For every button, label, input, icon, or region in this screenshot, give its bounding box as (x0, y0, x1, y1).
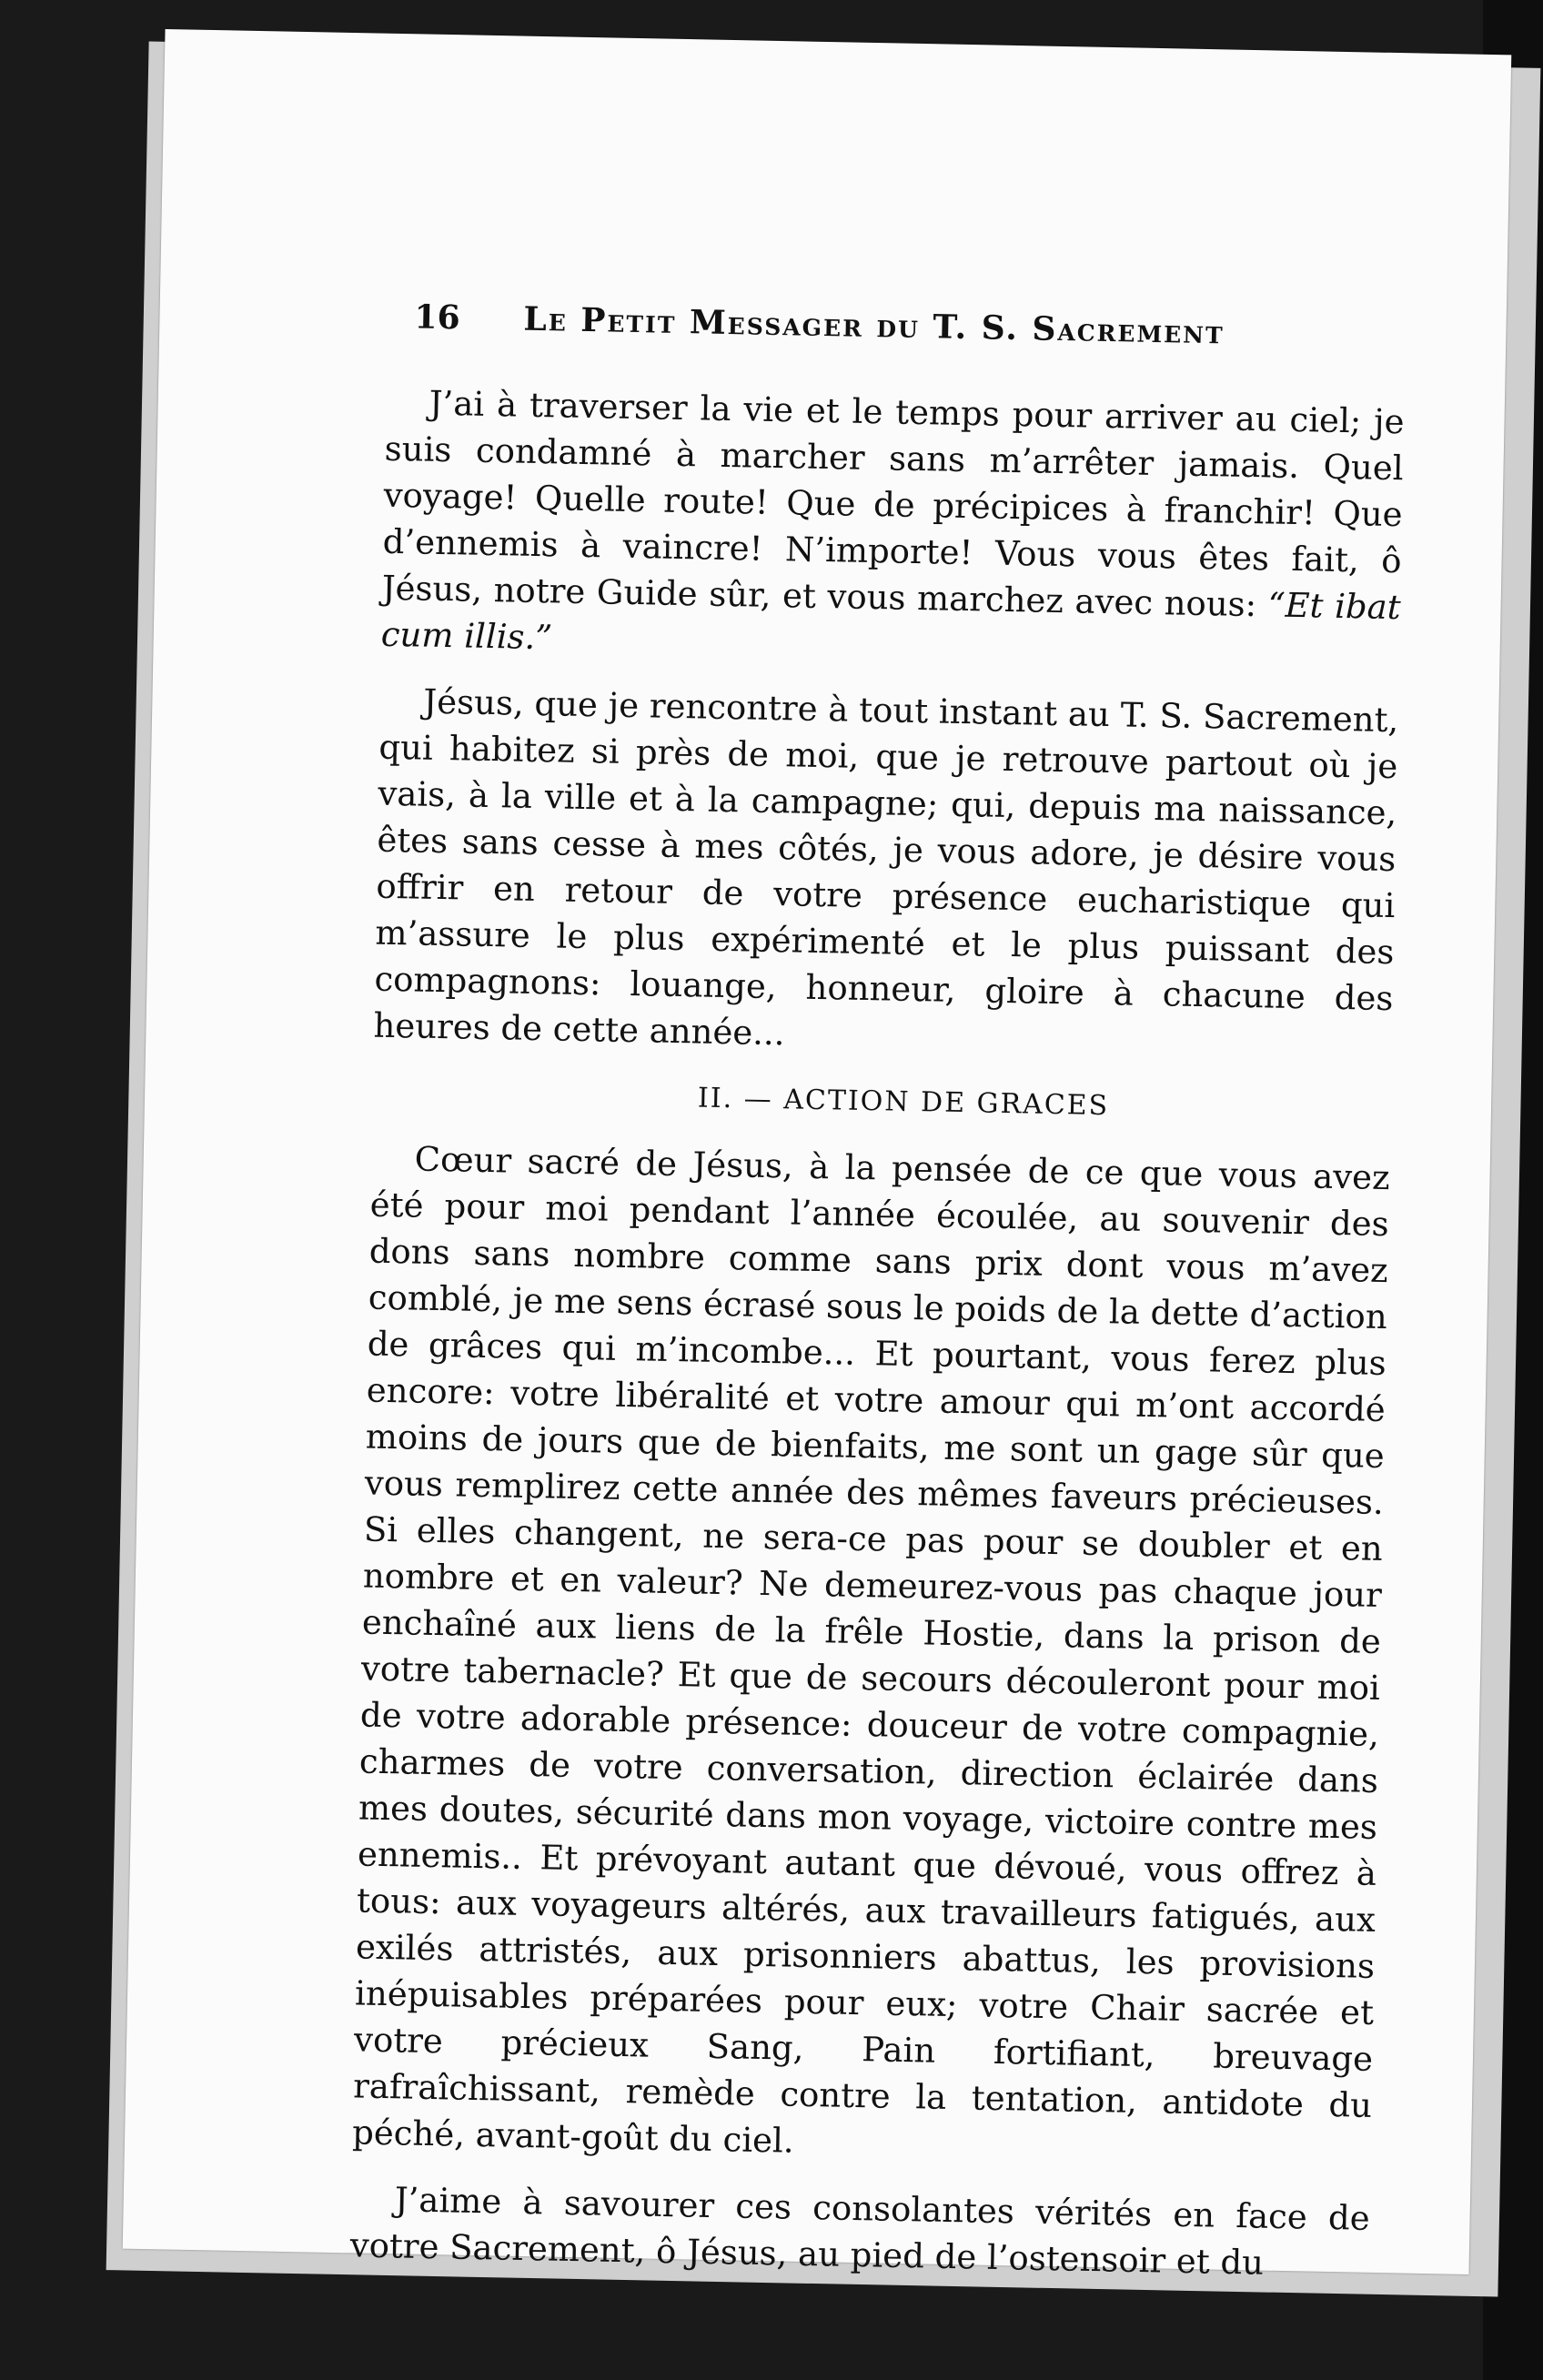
paragraph-3: Cœur sacré de Jésus, à la pensée de ce que vous avez été pour moi pendant l’année écoulée, au souvenir des dons sans nombre comme sans prix dont vous m’avez comblé, je me sens écrasé sous le poids de la dette d’action de grâces qui m’incombe... Et pourtant, vous ferez plus encore: votre libéralité et votre amour qui m’ont accordé moins de jours que de bienfaits, me sont un gage sûr que vous remplirez cette année des mêmes faveurs précieuses. Si elles changent, ne sera-ce pas pour se doubler et en nombre et en valeur? Ne demeurez-vous pas chaque jour enchaîné aux liens de la frêle Hostie, dans la prison de votre tabernacle? Et que de secours découleront pour moi de votre adorable présence: douceur de votre compagnie, charmes de votre conversation, direction éclairée dans mes doutes, sécurité dans mon voyage, victoire contre mes ennemis.. Et prévoyant autant que dévoué, vous offrez à tous: aux voyageurs altérés, aux travailleurs fatigués, aux exilés attristés, aux prisonniers abattus, les provisions inépuisables préparées pour eux; votre Chair sacrée et votre précieux Sang, Pain fortifiant, breuvage rafraîchissant, remède contre la tentation, antidote du péché, avant-goût du ciel. (351, 1139, 1390, 2161)
paragraph-1 (380, 379, 1405, 677)
paragraph-2: Jésus, que je rencontre à tout instant au T. S. Sacrement, qui habitez si près de moi, que je retrouve partout où je vais, à la ville et à la campagne; qui, depuis ma naissance, êtes sans cesse à mes côtés, je vous adore, je désire vous offrir en retour de votre présence eucharistique qui m’assure le plus expérimenté et le plus puissant des compagnons: louange, honneur, gloire à chacune des heures de cette année... (373, 681, 1399, 1054)
latin-quote: “Et ibat cum illis.” (380, 585, 1402, 658)
paragraph-1-text: J’ai à traverser la vie et le temps pour arriver au ciel; je suis condamné à marcher sans m’arrêter jamais. Quel voyage! Quelle route! Que de précipices à franchir! Que d’ennemis à vaincre! N’importe! Vous vous êtes fait, ô Jésus, notre Guide sûr, et vous marchez avec nous: (381, 383, 1405, 625)
book-page (123, 29, 1512, 2283)
section-heading: II. — ACTION DE GRACES (697, 1082, 1110, 1123)
paragraph-4: J’aime à savourer ces consolantes vérités en face de votre Sacrement, ô Jésus, au pied de l’ostensoir et du (349, 2180, 1371, 2283)
page-header (414, 298, 1379, 354)
page-number: 16 (414, 298, 461, 338)
page-body (349, 379, 1405, 2308)
running-title: Le Petit Messager du T. S. Sacrement (523, 299, 1225, 352)
